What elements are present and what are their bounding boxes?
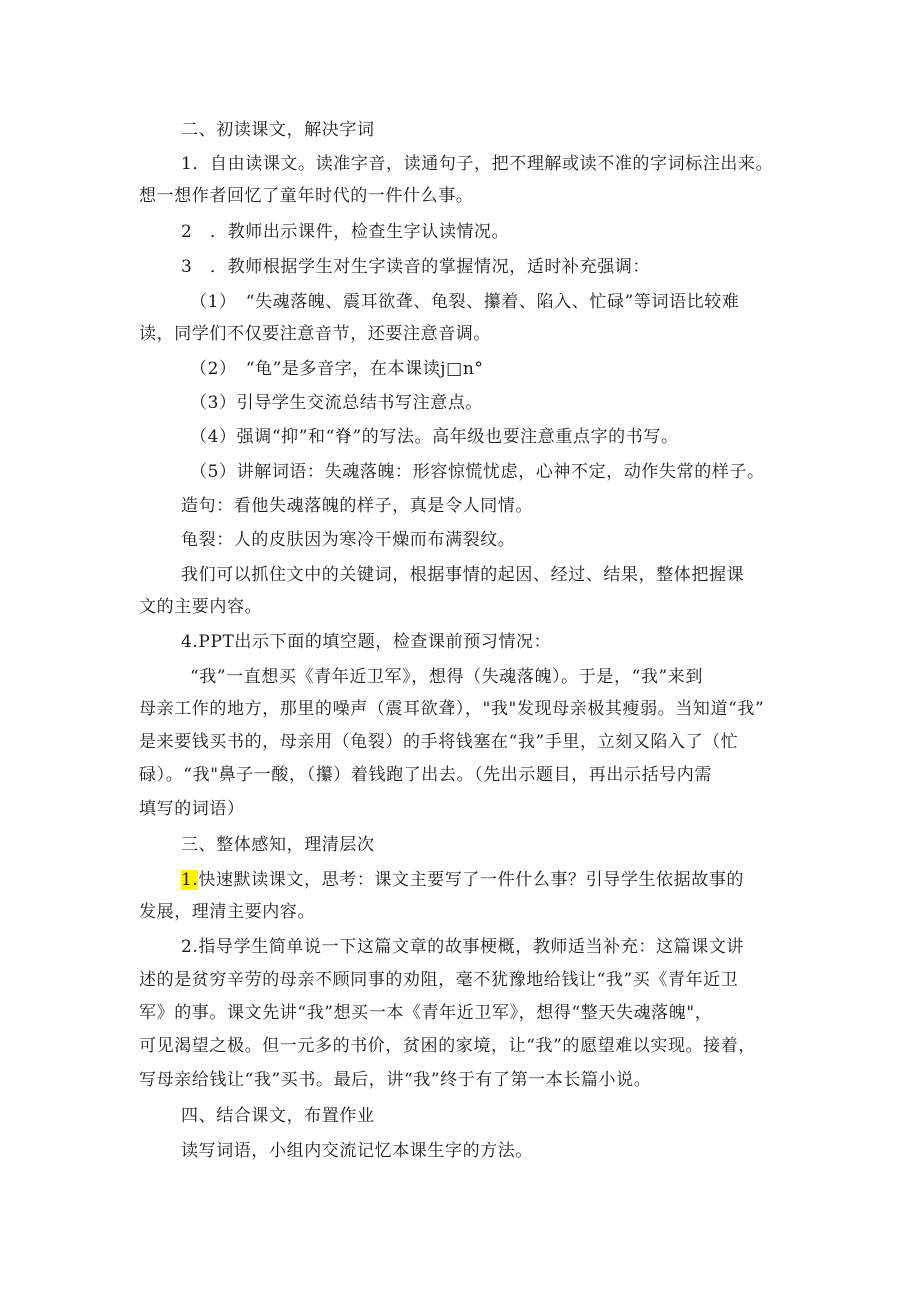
paragraph-line: 3 ．教师根据学生对生字读音的掌握情况，适时补充强调：: [181, 257, 651, 277]
paragraph-text: 快速默读课文，思考：课文主要写了一件什么事？引导学生依据故事的: [198, 870, 745, 890]
paragraph-line: [181, 868, 744, 892]
paragraph-line: 2 ．教师出示课件，检查生字认读情况。: [181, 222, 510, 242]
paragraph-line: 述的是贫穷辛劳的母亲不顾同事的劝阻，毫不犹豫地给钱让“我”买《青年近卫: [139, 970, 739, 990]
section-3-heading: 三、整体感知，理清层次: [181, 835, 375, 855]
paragraph-line: 我们可以抓住文中的关键词，根据事情的起因、经过、结果，整体把握课: [181, 565, 745, 585]
paragraph-line: 军》的事。课文先讲“我”想买一本《青年近卫军》，想得“整天失魂落魄"，: [139, 1003, 713, 1023]
paragraph-line: 写母亲给钱让“我”买书。最后，讲“我”终于有了第一本长篇小说。: [139, 1070, 652, 1090]
paragraph-line: 龟裂：人的皮肤因为寒冷干燥而布满裂纹。: [181, 530, 516, 550]
paragraph-line: （3）引导学生交流总结书写注意点。: [190, 393, 484, 413]
paragraph-line: 想一想作者回忆了童年时代的一件什么事。: [139, 186, 474, 206]
paragraph-line: 造句：看他失魂落魄的样子，真是令人同情。: [181, 496, 533, 516]
paragraph-line: （2） “龟”是多音字，在本课读j□n°: [190, 359, 484, 379]
paragraph-line: 1．自由读课文。读准字音，读通句子，把不理解或读不准的字词标注出来。: [181, 154, 774, 174]
paragraph-line: 填写的词语）: [139, 799, 245, 819]
paragraph-line: 读写词语，小组内交流记忆本课生字的方法。: [181, 1141, 533, 1161]
section-2-heading: 二、初读课文，解决字词: [181, 120, 375, 140]
paragraph-line: “我”一直想买《青年近卫军》，想得（失魂落魄）。于是，“我”来到: [190, 667, 703, 687]
paragraph-line: 文的主要内容。: [139, 597, 263, 617]
paragraph-line: 可见渴望之极。但一元多的书价，贫困的家境，让“我”的愿望难以实现。接着，: [139, 1036, 756, 1056]
paragraph-line: （4）强调“抑”和“脊”的写法。高年级也要注意重点字的书写。: [190, 427, 679, 447]
paragraph-line: （1） “失魂落魄、震耳欲聋、龟裂、攥着、陷入、忙碌”等词语比较难: [190, 292, 740, 312]
paragraph-line: （5）讲解词语：失魂落魄：形容惊慌忧虑，心神不定，动作失常的样子。: [190, 462, 765, 482]
paragraph-line: 发展，理清主要内容。: [139, 902, 315, 922]
paragraph-line: 碌）。“我"鼻子一酸，（攥）着钱跑了出去。（先出示题目，再出示括号内需: [139, 765, 713, 785]
section-4-heading: 四、结合课文，布置作业: [181, 1106, 375, 1126]
paragraph-line: 读，同学们不仅要注意音节，还要注意音调。: [139, 324, 491, 344]
highlighted-number: 1.: [181, 870, 199, 890]
paragraph-line: 2.指导学生简单说一下这篇文章的故事梗概，教师适当补充：这篇课文讲: [181, 937, 745, 957]
paragraph-line: 4.PPT出示下面的填空题，检查课前预习情况：: [181, 632, 552, 652]
paragraph-line: 是来要钱买书的，母亲用（龟裂）的手将钱塞在“我”手里，立刻又陷入了（忙: [139, 732, 739, 752]
paragraph-line: 母亲工作的地方，那里的噪声（震耳欲聋），"我"发现母亲极其瘦弱。当知道“我”: [139, 699, 765, 719]
